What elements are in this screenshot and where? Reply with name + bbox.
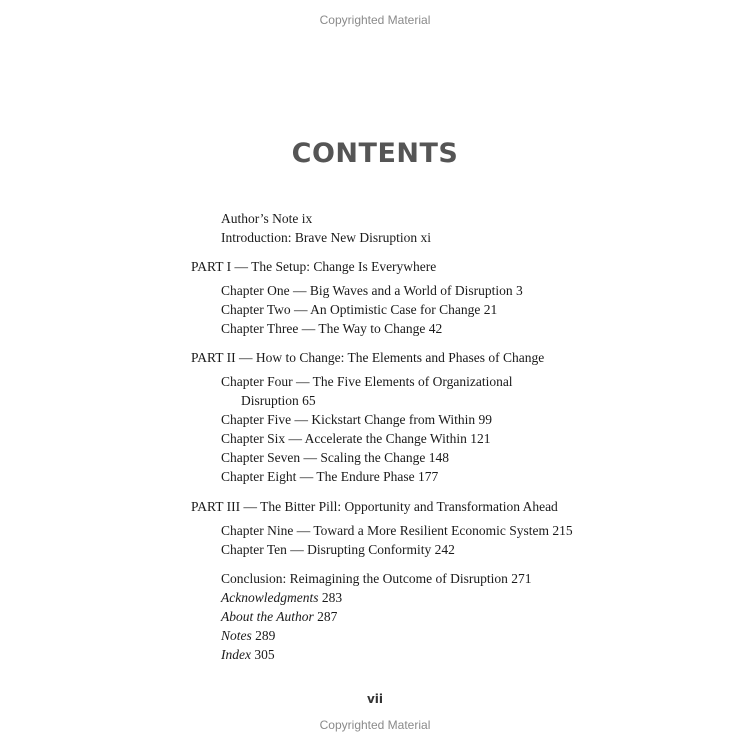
toc-entry-chapter-4-continued: Disruption 65 xyxy=(241,393,316,408)
toc-entry-chapter-4: Chapter Four — The Five Elements of Organizational xyxy=(221,374,513,389)
toc-entry-chapter-6: Chapter Six — Accelerate the Change Within 121 xyxy=(221,431,491,446)
acknowledgments-title: Acknowledgments xyxy=(221,590,319,605)
toc-entry-about-author xyxy=(221,609,337,625)
toc-entry-notes xyxy=(221,628,275,644)
toc-entry-introduction: Introduction: Brave New Disruption xi xyxy=(221,230,431,245)
toc-entry-chapter-7: Chapter Seven — Scaling the Change 148 xyxy=(221,450,449,465)
toc-entry-chapter-1: Chapter One — Big Waves and a World of Disruption 3 xyxy=(221,283,523,298)
index-title: Index xyxy=(221,647,251,662)
toc-part-1-title: PART I — The Setup: Change Is Everywhere xyxy=(191,259,437,274)
about-author-page: 287 xyxy=(313,609,338,624)
toc-entry-acknowledgments xyxy=(221,590,342,606)
toc-entry-chapter-8: Chapter Eight — The Endure Phase 177 xyxy=(221,469,439,484)
toc-entry-chapter-10: Chapter Ten — Disrupting Conformity 242 xyxy=(221,542,455,557)
page-title: CONTENTS xyxy=(291,138,459,169)
toc-entry-conclusion: Conclusion: Reimagining the Outcome of Disruption 271 xyxy=(221,571,532,586)
index-page: 305 xyxy=(250,647,275,662)
toc-entry-chapter-5: Chapter Five — Kickstart Change from Within 99 xyxy=(221,412,493,427)
about-author-title: About the Author xyxy=(221,609,314,624)
toc-part-2-title: PART II — How to Change: The Elements and Phases of Change xyxy=(191,350,545,365)
copyright-watermark-bottom: Copyrighted Material xyxy=(319,718,431,732)
toc-part-3-title: PART III — The Bitter Pill: Opportunity and Transformation Ahead xyxy=(191,499,558,514)
toc-entry-chapter-2: Chapter Two — An Optimistic Case for Change 21 xyxy=(221,302,498,317)
notes-page: 289 xyxy=(251,628,276,643)
notes-title: Notes xyxy=(221,628,252,643)
toc-entry-index xyxy=(221,647,275,663)
page-number: vii xyxy=(366,692,384,706)
toc-entry-chapter-3: Chapter Three — The Way to Change 42 xyxy=(221,321,443,336)
copyright-watermark-top: Copyrighted Material xyxy=(319,13,431,27)
acknowledgments-page: 283 xyxy=(318,590,343,605)
toc-entry-authors-note: Author’s Note ix xyxy=(221,211,313,226)
toc-entry-chapter-9: Chapter Nine — Toward a More Resilient Economic System 215 xyxy=(221,523,573,538)
